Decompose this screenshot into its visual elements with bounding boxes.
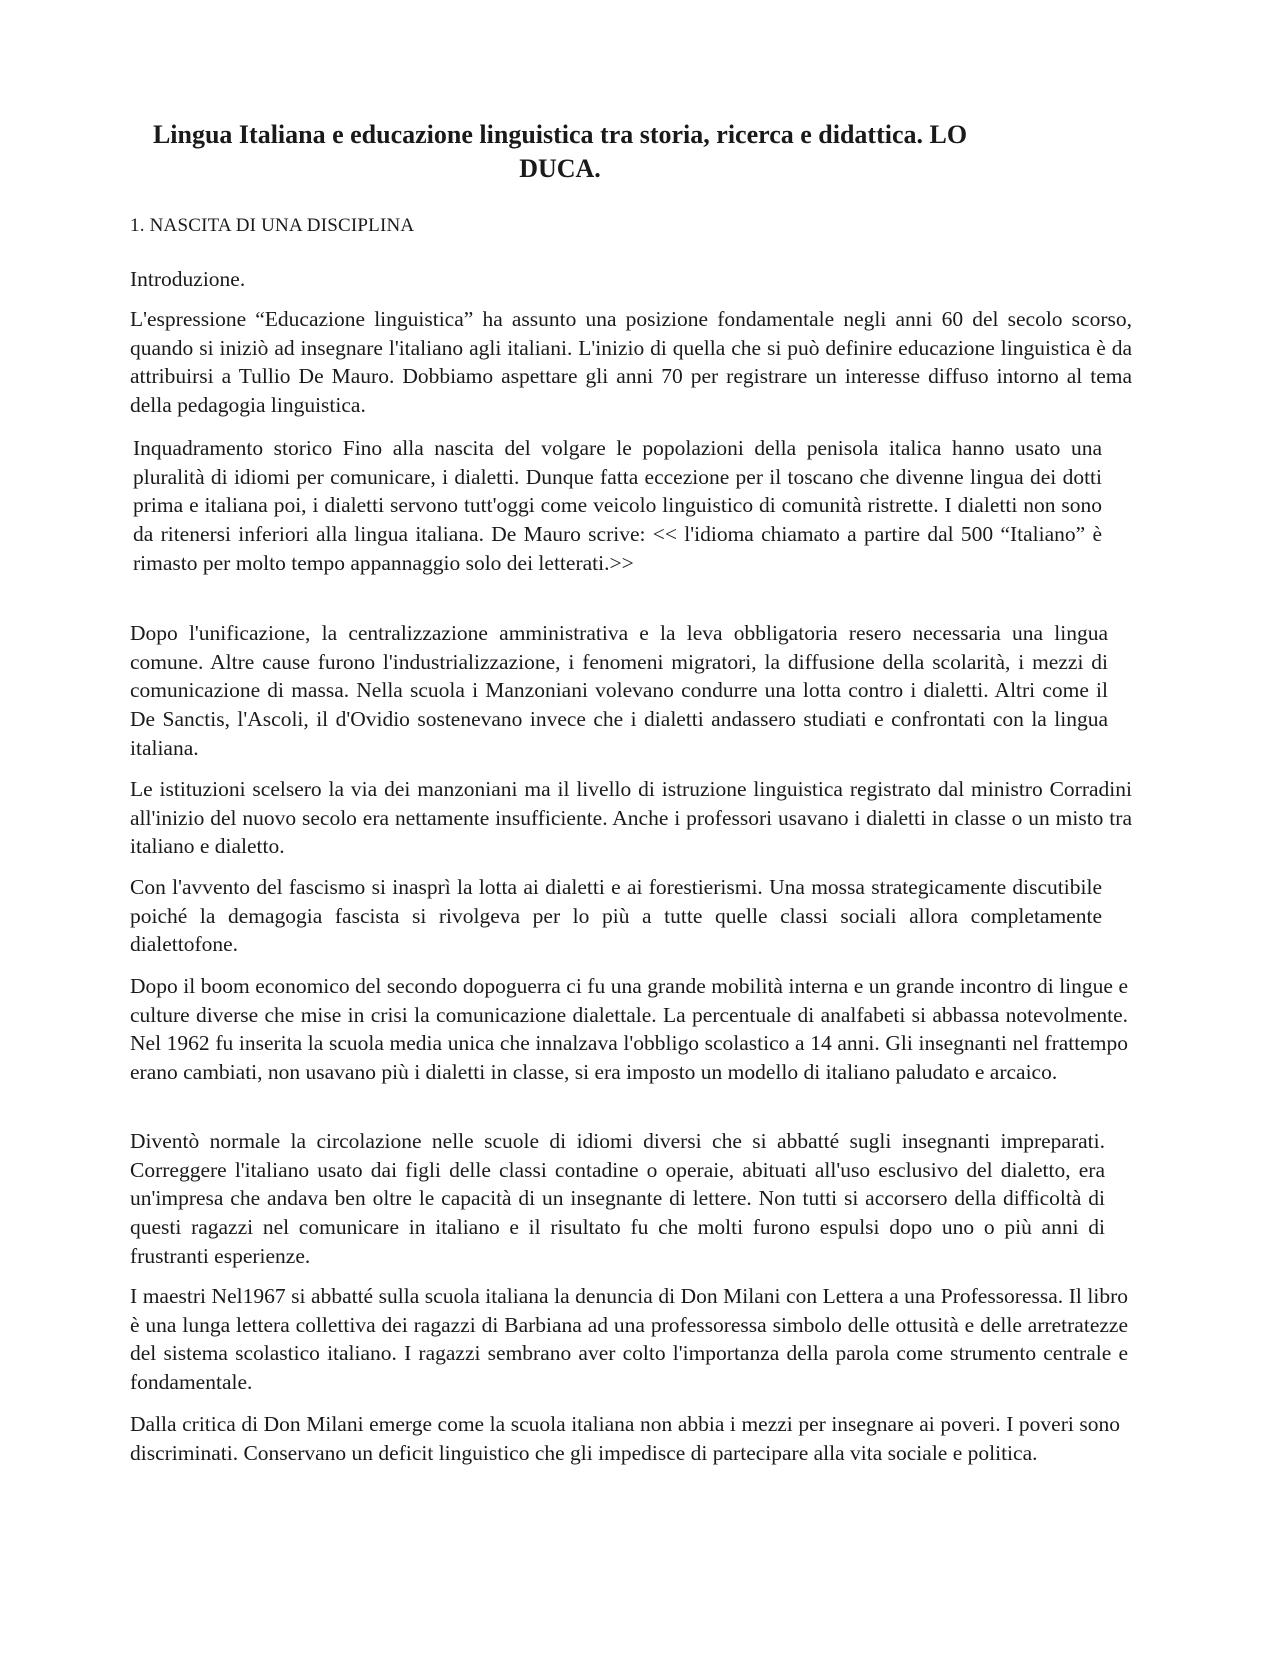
paragraph-9: Dalla critica di Don Milani emerge come la scuola italiana non abbia i mezzi per insegnare ai poveri. I poveri sono discriminati. Conservano un deficit linguistico che gli impedisce di partecipare alla vita sociale e politica. [130,1412,1120,1465]
paragraph-1: L'espressione “Educazione linguistica” ha assunto una posizione fondamentale negli anni 60 del secolo scorso, quando si iniziò ad insegnare l'italiano agli italiani. L'inizio di quella che si può definire educazione linguistica è da attribuirsi a Tullio De Mauro. Dobbiamo aspettare gli anni 70 per registrare un interesse diffuso intorno al tema della pedagogia linguistica. [130,307,1132,418]
intro-label: Introduzione. [130,267,246,291]
paragraph-3: Dopo l'unificazione, la centralizzazione amministrativa e la leva obbligatoria resero necessaria una lingua comune. Altre cause furono l'industrializzazione, i fenomeni migratori, la diffusione della scolarità, i mezzi di comunicazione di massa. Nella scuola i Manzoniani volevano condurre una lotta contro i dialetti. Altri come il De Sanctis, l'Ascoli, il d'Ovidio sostenevano invece che i dialetti andassero studiati e confrontati con la lingua italiana. [130,621,1108,760]
paragraph-6: Dopo il boom economico del secondo dopoguerra ci fu una grande mobilità interna e un grande incontro di lingue e culture diverse che mise in crisi la comunicazione dialettale. La percentuale di analfabeti si abbassa notevolmente. Nel 1962 fu inserita la scuola media unica che innalzava l'obbligo scolastico a 14 anni. Gli insegnanti nel frattempo erano cambiati, non usavano più i dialetti in classe, si era imposto un modello di italiano paludato e arcaico. [130,974,1128,1085]
section-heading: 1. NASCITA DI UNA DISCIPLINA [130,215,415,236]
paragraph-7: Diventò normale la circolazione nelle scuole di idiomi diversi che si abbatté sugli insegnanti impreparati. Correggere l'italiano usato dai figli delle classi contadine o operaie, abituati all'uso esclusivo del dialetto, era un'impresa che andava ben oltre le capacità di un insegnante di lettere. Non tutti si accorsero della difficoltà di questi ragazzi nel comunicare in italiano e il risultato fu che molti furono espulsi dopo uno o più anni di frustranti esperienze. [130,1129,1105,1268]
paragraph-4: Le istituzioni scelsero la via dei manzoniani ma il livello di istruzione linguistica registrato dal ministro Corradini all'inizio del nuovo secolo era nettamente insufficiente. Anche i professori usavano i dialetti in classe o un misto tra italiano e dialetto. [130,777,1132,859]
document-title: Lingua Italiana e educazione linguistica tra storia, ricerca e didattica. LO DUCA. [152,120,968,183]
paragraph-5: Con l'avvento del fascismo si inasprì la lotta ai dialetti e ai forestierismi. Una mossa strategicamente discutibile poiché la demagogia fascista si rivolgeva per lo più a tutte quelle classi sociali allora completamente dialettofone. [130,875,1102,957]
paragraph-8: I maestri Nel1967 si abbatté sulla scuola italiana la denuncia di Don Milani con Lettera a una Professoressa. Il libro è una lunga lettera collettiva dei ragazzi di Barbiana ad una professoressa simbolo delle ottusità e delle arretratezze del sistema scolastico italiano. I ragazzi sembrano aver colto l'importanza della parola come strumento centrale e fondamentale. [130,1284,1128,1395]
paragraph-2: Inquadramento storico Fino alla nascita del volgare le popolazioni della penisola italica hanno usato una pluralità di idiomi per comunicare, i dialetti. Dunque fatta eccezione per il toscano che divenne lingua dei dotti prima e italiana poi, i dialetti servono tutt'oggi come veicolo linguistico di comunità ristrette. I dialetti non sono da ritenersi inferiori alla lingua italiana. De Mauro scrive: << l'idioma chiamato a partire dal 500 “Italiano” è rimasto per molto tempo appannaggio solo dei letterati.>> [133,436,1102,575]
